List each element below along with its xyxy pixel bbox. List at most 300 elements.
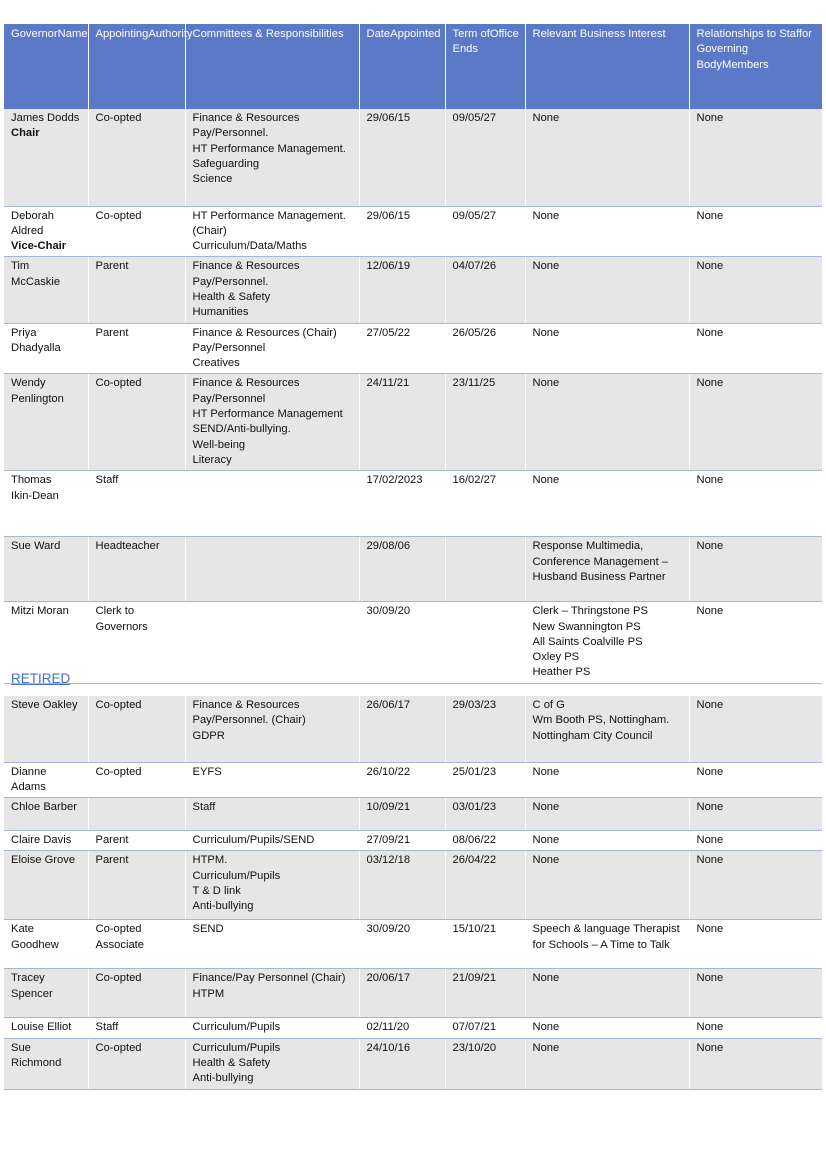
appointing-authority-cell	[88, 537, 185, 602]
business-interest-cell	[525, 602, 689, 683]
table-row	[4, 969, 822, 1018]
governor-name-cell	[4, 762, 88, 798]
table-row	[4, 537, 822, 602]
cell-line: Parent	[95, 834, 129, 847]
table-row	[4, 602, 822, 683]
cell-line: Heather PS	[532, 666, 591, 679]
cell-line: Goodhew	[11, 938, 59, 951]
governor-name-cell	[4, 1018, 88, 1038]
appointing-authority-cell	[88, 109, 185, 206]
header-text: Appointing	[95, 28, 149, 40]
relationships-cell	[689, 920, 822, 969]
date-appointed-cell	[359, 1018, 445, 1038]
term-ends-cell	[445, 798, 525, 831]
table-header-row	[4, 24, 822, 109]
cell-text: None	[696, 377, 724, 390]
cell-line: Speech & language Therapist	[532, 923, 680, 936]
header-governor-name	[4, 24, 88, 109]
appointing-authority-cell	[88, 696, 185, 762]
cell-line: Curriculum/Pupils	[192, 869, 281, 882]
appointing-authority-cell	[88, 471, 185, 537]
term-ends-cell	[445, 206, 525, 257]
role-label: Vice-Chair	[11, 240, 67, 253]
date-appointed-cell	[359, 969, 445, 1018]
cell-line: Wm Booth PS, Nottingham.	[532, 714, 670, 727]
appointing-authority-cell	[88, 969, 185, 1018]
governor-name-cell	[4, 109, 88, 206]
retired-governors	[4, 696, 822, 1089]
cell-line: Co-opted	[95, 112, 142, 124]
term-ends-cell	[445, 831, 525, 851]
cell-line: Louise Elliot	[11, 1021, 72, 1034]
cell-text: 27/05/22	[366, 326, 411, 339]
governors-table	[4, 24, 822, 684]
cell-line: Humanities	[192, 306, 249, 319]
cell-line: None	[532, 854, 560, 867]
business-interest-cell	[525, 762, 689, 798]
header-text: Relationships to Staff	[696, 28, 803, 40]
cell-line: Finance & Resources	[192, 377, 300, 390]
cell-text: 24/10/16	[366, 1041, 411, 1054]
cell-line: James Dodds	[11, 112, 80, 124]
cell-line: Curriculum/Pupils	[192, 1021, 281, 1034]
cell-text: 21/09/21	[452, 972, 497, 985]
appointing-authority-cell	[88, 920, 185, 969]
header-text: Appointed	[390, 28, 441, 40]
cell-line: Pay/Personnel.	[192, 275, 269, 288]
cell-line: Conference Management –	[532, 555, 669, 568]
cell-text: 26/05/26	[452, 326, 497, 339]
table-row	[4, 798, 822, 831]
relationships-cell	[689, 831, 822, 851]
cell-line: Health & Safety	[192, 290, 271, 303]
cell-line: Eloise Grove	[11, 854, 76, 867]
table-row	[4, 471, 822, 537]
cell-line: Staff	[95, 474, 119, 487]
term-ends-cell	[445, 323, 525, 374]
relationships-cell	[689, 602, 822, 683]
cell-line: Kate	[11, 923, 35, 936]
relationships-cell	[689, 206, 822, 257]
cell-line: (Chair)	[192, 224, 227, 237]
header-business-interest	[525, 24, 689, 109]
cell-line: Wendy	[11, 377, 46, 390]
cell-line: Adams	[11, 780, 46, 793]
cell-line: Sue	[11, 1041, 31, 1054]
cell-line: HTPM	[192, 987, 225, 1000]
term-ends-cell	[445, 851, 525, 920]
governor-name-cell	[4, 471, 88, 537]
governor-name-cell	[4, 696, 88, 762]
cell-line: HT Performance Management.	[192, 142, 346, 155]
cell-line: Tracey	[11, 972, 45, 985]
cell-line: C of G	[532, 699, 565, 711]
cell-line: Co-opted	[95, 209, 142, 222]
cell-line: None	[532, 765, 560, 778]
relationships-cell	[689, 798, 822, 831]
date-appointed-cell	[359, 798, 445, 831]
cell-text: 30/09/20	[366, 923, 411, 936]
cell-line: Co-opted	[95, 1041, 142, 1054]
cell-line: None	[532, 112, 560, 124]
table-row	[4, 696, 822, 762]
relationships-cell	[689, 257, 822, 323]
cell-line: Finance & Resources	[192, 699, 300, 711]
cell-line: Health & Safety	[192, 1056, 271, 1069]
governor-name-cell	[4, 831, 88, 851]
cell-text: 25/01/23	[452, 765, 497, 778]
cell-line: McCaskie	[11, 275, 61, 288]
cell-line: Pay/Personnel	[192, 341, 266, 354]
cell-text: 16/02/27	[452, 474, 497, 487]
cell-text: None	[696, 972, 724, 985]
term-ends-cell	[445, 1018, 525, 1038]
committees-cell	[185, 696, 359, 762]
relationships-cell	[689, 1038, 822, 1089]
date-appointed-cell	[359, 831, 445, 851]
role-label: Chair	[11, 127, 40, 140]
cell-text: 07/07/21	[452, 1021, 497, 1034]
cell-text: None	[696, 1041, 724, 1054]
date-appointed-cell	[359, 696, 445, 762]
cell-text: None	[696, 209, 724, 222]
date-appointed-cell	[359, 323, 445, 374]
cell-line: Tim	[11, 260, 30, 273]
table-row	[4, 762, 822, 798]
business-interest-cell	[525, 920, 689, 969]
cell-text: None	[696, 112, 724, 124]
cell-line: New Swannington PS	[532, 620, 641, 633]
cell-line: Nottingham City Council	[532, 729, 653, 742]
cell-line: SEND/Anti-bullying.	[192, 423, 291, 436]
cell-text: None	[696, 605, 724, 618]
cell-line: Thomas	[11, 474, 52, 487]
governor-name-cell	[4, 969, 88, 1018]
committees-cell	[185, 374, 359, 471]
cell-text: 10/09/21	[366, 801, 411, 814]
header-text: Authority	[148, 28, 193, 40]
cell-text: 29/06/15	[366, 112, 411, 124]
governor-name-cell	[4, 206, 88, 257]
relationships-cell	[689, 537, 822, 602]
cell-line: Parent	[95, 260, 129, 273]
term-ends-cell	[445, 602, 525, 683]
appointing-authority-cell	[88, 762, 185, 798]
cell-line: None	[532, 1041, 560, 1054]
business-interest-cell	[525, 109, 689, 206]
header-appointing-authority	[88, 24, 193, 109]
cell-text: None	[696, 765, 724, 778]
cell-text: 29/03/23	[452, 699, 497, 711]
cell-line: Claire Davis	[11, 834, 72, 847]
governor-name-cell	[4, 537, 88, 602]
committees-cell	[185, 1018, 359, 1038]
table-row	[4, 109, 822, 206]
cell-text: 09/05/27	[452, 112, 497, 124]
business-interest-cell	[525, 851, 689, 920]
relationships-cell	[689, 471, 822, 537]
cell-text: 26/06/17	[366, 699, 411, 711]
date-appointed-cell	[359, 206, 445, 257]
cell-line: Sue Ward	[11, 540, 61, 553]
cell-line: Anti-bullying	[192, 1072, 254, 1085]
cell-text: 24/11/21	[366, 377, 410, 390]
governor-name-cell	[4, 374, 88, 471]
cell-line: Curriculum/Pupils/SEND	[192, 834, 315, 847]
cell-text: None	[696, 326, 724, 339]
header-text: Members	[722, 58, 769, 71]
appointing-authority-cell	[88, 602, 185, 683]
table-row	[4, 1038, 822, 1089]
business-interest-cell	[525, 374, 689, 471]
cell-line: Co-opted	[95, 377, 142, 390]
committees-cell	[185, 602, 359, 683]
appointing-authority-cell	[88, 1038, 185, 1089]
header-relationships	[689, 24, 822, 109]
cell-line: Co-opted	[95, 765, 142, 778]
cell-line: Dhadyalla	[11, 341, 61, 354]
relationships-cell	[689, 323, 822, 374]
header-term-ends	[445, 24, 525, 109]
cell-line: Science	[192, 173, 233, 186]
committees-cell	[185, 206, 359, 257]
appointing-authority-cell	[88, 374, 185, 471]
term-ends-cell	[445, 109, 525, 206]
cell-line: HT Performance Management	[192, 408, 343, 421]
relationships-cell	[689, 109, 822, 206]
cell-line: Safeguarding	[192, 157, 260, 170]
cell-text: 02/11/20	[366, 1021, 410, 1034]
committees-cell	[185, 323, 359, 374]
cell-line: Creatives	[192, 357, 240, 370]
term-ends-cell	[445, 471, 525, 537]
committees-cell	[185, 969, 359, 1018]
cell-line: Headteacher	[95, 540, 160, 553]
cell-text: 23/10/20	[452, 1041, 497, 1054]
cell-line: None	[532, 834, 560, 847]
cell-line: Clerk to	[95, 605, 135, 618]
cell-text: None	[696, 923, 724, 936]
cell-line: None	[532, 209, 560, 222]
cell-text: None	[696, 699, 724, 711]
date-appointed-cell	[359, 537, 445, 602]
relationships-cell	[689, 1018, 822, 1038]
cell-text: 20/06/17	[366, 972, 411, 985]
cell-line: Finance & Resources (Chair)	[192, 326, 337, 339]
cell-line: HT Performance Management.	[192, 209, 346, 222]
cell-line: Oxley PS	[532, 651, 580, 664]
current-governors	[4, 109, 822, 683]
term-ends-cell	[445, 537, 525, 602]
cell-text: 15/10/21	[452, 923, 497, 936]
business-interest-cell	[525, 257, 689, 323]
relationships-cell	[689, 851, 822, 920]
business-interest-cell	[525, 696, 689, 762]
business-interest-cell	[525, 969, 689, 1018]
date-appointed-cell	[359, 374, 445, 471]
term-ends-cell	[445, 762, 525, 798]
business-interest-cell	[525, 1018, 689, 1038]
cell-line: None	[532, 972, 560, 985]
header-date-appointed	[359, 24, 445, 109]
cell-text: 26/10/22	[366, 765, 411, 778]
business-interest-cell	[525, 831, 689, 851]
date-appointed-cell	[359, 257, 445, 323]
cell-line: Ikin-Dean	[11, 489, 59, 502]
header-text: Office Ends	[452, 28, 519, 56]
header-text: Committees & Responsibilities	[192, 28, 344, 40]
table-row	[4, 851, 822, 920]
cell-line: Aldred	[11, 224, 44, 237]
business-interest-cell	[525, 323, 689, 374]
header-committees	[185, 24, 359, 109]
cell-line: Staff	[95, 1021, 119, 1034]
cell-line: for Schools – A Time to Talk	[532, 938, 670, 951]
table-row	[4, 323, 822, 374]
cell-line: Priya	[11, 326, 37, 339]
cell-line: None	[532, 260, 560, 273]
relationships-cell	[689, 762, 822, 798]
cell-line: Associate	[95, 938, 145, 951]
retired-governors-table	[4, 696, 822, 1090]
cell-text: None	[696, 801, 724, 814]
date-appointed-cell	[359, 471, 445, 537]
table-row	[4, 1018, 822, 1038]
cell-line: HTPM.	[192, 854, 228, 867]
business-interest-cell	[525, 206, 689, 257]
date-appointed-cell	[359, 920, 445, 969]
date-appointed-cell	[359, 762, 445, 798]
cell-text: 27/09/21	[366, 834, 411, 847]
business-interest-cell	[525, 471, 689, 537]
cell-text: 29/06/15	[366, 209, 411, 222]
term-ends-cell	[445, 696, 525, 762]
cell-line: Pay/Personnel	[192, 392, 266, 405]
cell-line: Well-being	[192, 438, 246, 451]
cell-text: 12/06/19	[366, 260, 411, 273]
cell-line: Literacy	[192, 453, 232, 466]
table-row	[4, 374, 822, 471]
retired-link[interactable]: RETIRED	[11, 671, 71, 686]
committees-cell	[185, 831, 359, 851]
cell-line: Richmond	[11, 1056, 62, 1069]
term-ends-cell	[445, 969, 525, 1018]
cell-line: GDPR	[192, 729, 225, 742]
committees-cell	[185, 257, 359, 323]
cell-line: Finance/Pay Personnel (Chair)	[192, 972, 346, 985]
cell-line: Penlington	[11, 392, 64, 405]
cell-line: Deborah	[11, 209, 54, 222]
cell-line: None	[532, 377, 560, 390]
cell-text: 03/12/18	[366, 854, 411, 867]
cell-line: All Saints Coalville PS	[532, 635, 643, 648]
governor-name-cell	[4, 920, 88, 969]
cell-line: Curriculum/Pupils	[192, 1041, 281, 1054]
cell-line: SEND	[192, 923, 224, 936]
committees-cell	[185, 1038, 359, 1089]
governor-name-cell	[4, 798, 88, 831]
appointing-authority-cell	[88, 323, 185, 374]
cell-text: None	[696, 540, 724, 553]
business-interest-cell	[525, 798, 689, 831]
date-appointed-cell	[359, 602, 445, 683]
appointing-authority-cell	[88, 1018, 185, 1038]
cell-line: None	[532, 1021, 560, 1034]
cell-text: None	[696, 474, 724, 487]
term-ends-cell	[445, 1038, 525, 1089]
cell-text: 29/08/06	[366, 540, 411, 553]
cell-line: None	[532, 801, 560, 814]
governor-name-cell	[4, 1038, 88, 1089]
header-text: Governor	[11, 28, 58, 40]
cell-line: Co-opted	[95, 923, 142, 936]
table-row	[4, 206, 822, 257]
header-text: Date	[366, 28, 391, 40]
committees-cell	[185, 471, 359, 537]
cell-line: Co-opted	[95, 699, 142, 711]
cell-line: Steve Oakley	[11, 699, 78, 711]
cell-line: Spencer	[11, 987, 53, 1000]
business-interest-cell	[525, 1038, 689, 1089]
cell-text: 08/06/22	[452, 834, 497, 847]
cell-text: 04/07/26	[452, 260, 497, 273]
term-ends-cell	[445, 257, 525, 323]
cell-line: Staff	[192, 801, 216, 814]
governor-name-cell	[4, 323, 88, 374]
date-appointed-cell	[359, 109, 445, 206]
cell-text: 30/09/20	[366, 605, 411, 618]
committees-cell	[185, 109, 359, 206]
committees-cell	[185, 762, 359, 798]
cell-line: Husband Business Partner	[532, 570, 666, 583]
cell-text: None	[696, 1021, 724, 1034]
cell-line: Co-opted	[95, 972, 142, 985]
cell-line: Clerk – Thringstone PS	[532, 605, 648, 618]
cell-line: Finance & Resources	[192, 112, 300, 124]
appointing-authority-cell	[88, 851, 185, 920]
relationships-cell	[689, 969, 822, 1018]
cell-line: Anti-bullying	[192, 900, 254, 913]
relationships-cell	[689, 374, 822, 471]
cell-line: None	[532, 326, 560, 339]
cell-line: Chloe Barber	[11, 801, 77, 814]
appointing-authority-cell	[88, 798, 185, 831]
appointing-authority-cell	[88, 831, 185, 851]
committees-cell	[185, 798, 359, 831]
cell-text: 17/02/2023	[366, 474, 423, 487]
cell-text: 03/01/23	[452, 801, 497, 814]
cell-line: Governors	[95, 620, 148, 633]
cell-line: Pay/Personnel.	[192, 127, 269, 140]
cell-line: Response Multimedia,	[532, 540, 644, 553]
committees-cell	[185, 851, 359, 920]
header-text: Name	[57, 28, 88, 40]
committees-cell	[185, 537, 359, 602]
header-text: or Governing Body	[696, 28, 812, 71]
cell-line: Curriculum/Data/Maths	[192, 240, 307, 253]
appointing-authority-cell	[88, 206, 185, 257]
relationships-cell	[689, 696, 822, 762]
header-text: Term of	[452, 28, 490, 40]
cell-line: None	[532, 474, 560, 487]
cell-line: Pay/Personnel. (Chair)	[192, 714, 306, 727]
cell-line: Parent	[95, 854, 129, 867]
cell-text: None	[696, 834, 724, 847]
governor-name-cell	[4, 851, 88, 920]
cell-text: 09/05/27	[452, 209, 497, 222]
cell-line: Parent	[95, 326, 129, 339]
cell-line: T & D link	[192, 884, 241, 897]
